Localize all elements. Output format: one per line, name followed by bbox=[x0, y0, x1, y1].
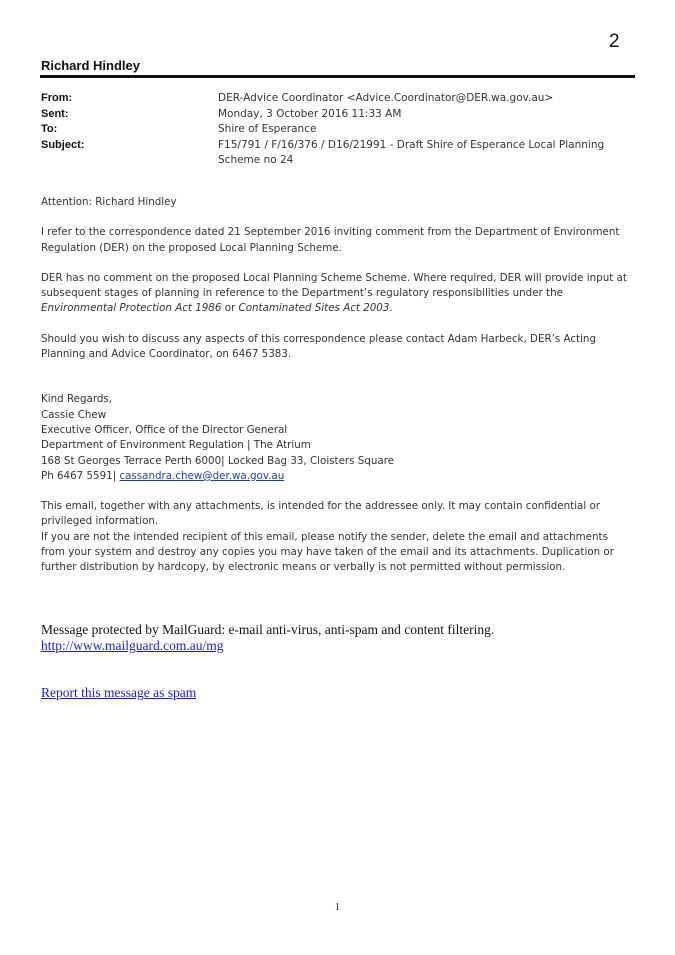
header-rule bbox=[40, 75, 635, 78]
sent-label: Sent: bbox=[41, 107, 69, 120]
paragraph-3: Should you wish to discuss any aspects of this correspondence please contact Adam Harbeck, DER’s Acting Planning and Advice Coordinator, on 6467 5383. bbox=[41, 332, 596, 361]
signature-email-link[interactable]: cassandra.chew@der.wa.gov.au bbox=[119, 469, 285, 482]
paragraph-2 bbox=[41, 271, 635, 317]
paragraph-2-text: DER has no comment on the proposed Local Planning Scheme Scheme. Where required, DER will provide input at subsequent stages of planning in reference to the Department’s regulatory responsibilities under the bbox=[41, 271, 627, 300]
subject-value: F15/791 / F/16/376 / D16/21991 - Draft Shire of Esperance Local Planning Scheme no 24 bbox=[218, 138, 605, 166]
to-value: Shire of Esperance bbox=[218, 123, 317, 135]
to-label: To: bbox=[41, 123, 58, 135]
act-name-epa: Environmental Protection Act 1986 bbox=[41, 302, 222, 315]
act-name-csa: Contaminated Sites Act 2003 bbox=[238, 302, 390, 315]
page-number-bottom: 1 bbox=[335, 902, 340, 913]
header-row-sent bbox=[41, 107, 635, 123]
attention-line: Attention: Richard Hindley bbox=[41, 196, 177, 208]
signature-contact bbox=[41, 469, 635, 484]
signature-address: 168 St Georges Terrace Perth 6000| Locked Bag 33, Cloisters Square bbox=[41, 454, 395, 467]
paragraph-2-or: or bbox=[221, 302, 239, 315]
signature-block bbox=[41, 392, 635, 484]
paragraph-2-end: . bbox=[389, 302, 393, 315]
header-row-from bbox=[41, 91, 635, 107]
email-headers bbox=[41, 91, 635, 169]
page-number-top: 2 bbox=[609, 31, 620, 52]
report-spam-link[interactable]: Report this message as spam bbox=[41, 685, 197, 700]
recipient-name: Richard Hindley bbox=[41, 58, 140, 73]
from-value: DER-Advice Coordinator <Advice.Coordinator@DER.wa.gov.au> bbox=[218, 92, 554, 104]
subject-label: Subject: bbox=[41, 138, 85, 151]
disclaimer-line-1: This email, together with any attachments, is intended for the addressee only. It may contain confidential or privileged information. bbox=[41, 500, 601, 528]
from-label: From: bbox=[41, 92, 73, 104]
mailguard-link[interactable]: http://www.mailguard.com.au/mg bbox=[41, 638, 224, 653]
signature-phone: Ph 6467 5591| bbox=[41, 469, 120, 482]
disclaimer-line-2: If you are not the intended recipient of this email, please notify the sender, delete the email and attachments from your system and destroy any copies you may have taken of the email and its attachments. Duplication or further distribution by hardcopy, by electronic means or verbally is not permitted without permission. bbox=[41, 530, 614, 574]
mailguard-text: Message protected by MailGuard: e-mail anti-virus, anti-spam and content filtering. bbox=[41, 622, 495, 637]
signature-closing: Kind Regards, bbox=[41, 393, 113, 406]
signature-name: Cassie Chew bbox=[41, 408, 107, 421]
header-row-to bbox=[41, 122, 635, 138]
email-body bbox=[41, 195, 635, 576]
sent-value: Monday, 3 October 2016 11:33 AM bbox=[218, 107, 402, 120]
header-row-subject bbox=[41, 138, 635, 169]
mailguard-notice bbox=[41, 622, 635, 654]
signature-department: Department of Environment Regulation | The Atrium bbox=[41, 439, 311, 452]
paragraph-1: I refer to the correspondence dated 21 September 2016 inviting comment from the Department of Environment Regulation (DER) on the proposed Local Planning Scheme. bbox=[41, 226, 620, 254]
signature-title: Executive Officer, Office of the Director General bbox=[41, 423, 288, 436]
